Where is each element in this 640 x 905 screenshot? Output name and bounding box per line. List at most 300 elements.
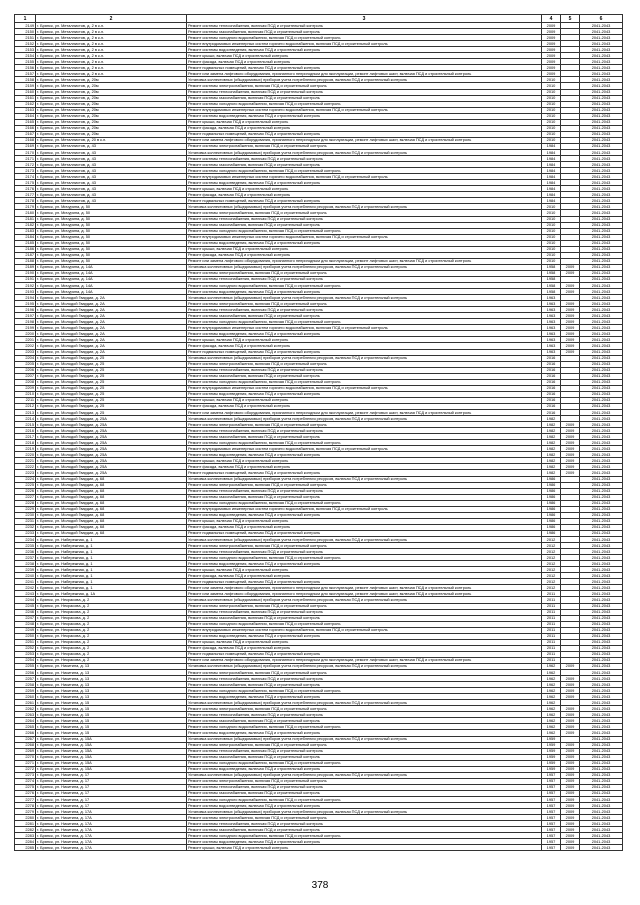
year-built-cell: 1959	[542, 742, 561, 748]
year-built-cell: 2011	[542, 597, 561, 603]
planned-period-cell: 2041-2043	[580, 379, 623, 385]
address-cell: г. Брянск, ул. Молодой Гвардии, д. 25А	[36, 422, 187, 428]
row-number: 2248	[15, 621, 36, 627]
work-type-cell: Ремонт фасада, включая ПСД и строительный контроль	[187, 403, 542, 409]
row-number: 2181	[15, 216, 36, 222]
year-built-cell: 1986	[542, 488, 561, 494]
row-number: 2230	[15, 512, 36, 518]
row-number: 2239	[15, 567, 36, 573]
year-built-cell: 1984	[542, 186, 561, 192]
address-cell: г. Брянск, ул. Никитина, д. 17	[36, 803, 187, 809]
year-built-cell: 1962	[542, 663, 561, 669]
year-built-cell: 2011	[542, 603, 561, 609]
row-number: 2203	[15, 349, 36, 355]
year-built-cell: 1957	[542, 839, 561, 845]
year-repaired-cell: 2009	[561, 766, 580, 772]
row-number: 2216	[15, 428, 36, 434]
address-cell: г. Брянск, ул. Молодой Гвардии, д. 25	[36, 403, 187, 409]
row-number: 2177	[15, 192, 36, 198]
year-built-cell: 2016	[542, 373, 561, 379]
planned-period-cell: 2041-2043	[580, 645, 623, 651]
year-built-cell: 1962	[542, 676, 561, 682]
address-cell: г. Брянск, ул. Набережная, д. 1	[36, 585, 187, 591]
row-number: 2200	[15, 331, 36, 337]
planned-period-cell: 2041-2043	[580, 464, 623, 470]
planned-period-cell: 2041-2043	[580, 373, 623, 379]
year-built-cell: 2012	[542, 573, 561, 579]
work-type-cell: Установка коллективных (общедомовых) приборов учета потребления ресурсов, включая ПСД и строительный контроль	[187, 355, 542, 361]
planned-period-cell: 2041-2043	[580, 663, 623, 669]
year-built-cell: 1963	[542, 331, 561, 337]
year-built-cell: 2010	[542, 113, 561, 119]
address-cell: г. Брянск, ул. Молодой Гвардии, д. 25А	[36, 452, 187, 458]
row-number: 2275	[15, 784, 36, 790]
row-number: 2232	[15, 524, 36, 530]
work-type-cell: Ремонт системы холодного водоснабжения, включая ПСД и строительный контроль	[187, 283, 542, 289]
planned-period-cell: 2041-2043	[580, 131, 623, 137]
work-type-cell: Ремонт внутридомовых инженерных систем горячего водоснабжения, включая ПСД и строительный контроль	[187, 234, 542, 240]
work-type-cell: Ремонт системы водоотведения, включая ПСД и строительный контроль	[187, 803, 542, 809]
year-built-cell: 1958	[542, 283, 561, 289]
work-type-cell: Ремонт системы газоснабжения, включая ПСД и строительный контроль	[187, 682, 542, 688]
work-type-cell: Ремонт системы холодного водоснабжения, включая ПСД и строительный контроль	[187, 797, 542, 803]
year-repaired-cell: 2009	[561, 337, 580, 343]
planned-period-cell: 2041-2043	[580, 639, 623, 645]
address-cell: г. Брянск, ул. Набережная, д. 1	[36, 579, 187, 585]
year-built-cell: 2012	[542, 585, 561, 591]
work-type-cell: Ремонт системы водоотведения, включая ПСД и строительный контроль	[187, 633, 542, 639]
planned-period-cell: 2041-2043	[580, 627, 623, 633]
address-cell: г. Брянск, ул. Молодой Гвардии, д. 25А	[36, 470, 187, 476]
planned-period-cell: 2041-2043	[580, 803, 623, 809]
row-number: 2195	[15, 301, 36, 307]
planned-period-cell: 2041-2043	[580, 518, 623, 524]
year-built-cell: 1986	[542, 512, 561, 518]
address-cell: г. Брянск, ул. Никитина, д. 15А	[36, 748, 187, 754]
work-type-cell: Ремонт внутридомовых инженерных систем горячего водоснабжения, включая ПСД и строительный контроль	[187, 41, 542, 47]
year-built-cell: 1984	[542, 149, 561, 155]
planned-period-cell: 2041-2043	[580, 264, 623, 270]
address-cell: г. Брянск, ул. Металлистов, д. 2 в к.л.	[36, 71, 187, 77]
address-cell: г. Брянск, ул. Металлистов, д. 2 в к.л.	[36, 29, 187, 35]
year-built-cell: 1982	[542, 464, 561, 470]
row-number: 2254	[15, 657, 36, 663]
row-number: 2174	[15, 174, 36, 180]
year-repaired-cell: 2009	[561, 682, 580, 688]
work-type-cell: Ремонт системы теплоснабжения, включая ПСД и строительный контроль	[187, 748, 542, 754]
address-cell: г. Брянск, ул. Молодой Гвардии, д. 2А	[36, 337, 187, 343]
row-number: 2281	[15, 821, 36, 827]
address-cell: г. Брянск, ул. Металлистов, д. 20м	[36, 113, 187, 119]
work-type-cell: Ремонт системы теплоснабжения, включая ПСД и строительный контроль	[187, 216, 542, 222]
year-repaired-cell: 2009	[561, 839, 580, 845]
planned-period-cell: 2041-2043	[580, 549, 623, 555]
planned-period-cell: 2041-2043	[580, 827, 623, 833]
planned-period-cell: 2041-2043	[580, 349, 623, 355]
row-number: 2226	[15, 488, 36, 494]
work-type-cell: Ремонт системы электроснабжения, включая ПСД и строительный контроль	[187, 482, 542, 488]
year-built-cell: 1963	[542, 343, 561, 349]
address-cell: г. Брянск, ул. Металлистов, д. 43	[36, 174, 187, 180]
year-built-cell: 2009	[542, 35, 561, 41]
address-cell: г. Брянск, ул. Молодой Гвардии, д. 25А	[36, 446, 187, 452]
year-built-cell: 2011	[542, 651, 561, 657]
column-number: 1	[15, 15, 36, 23]
work-type-cell: Ремонт системы электроснабжения, включая ПСД и строительный контроль	[187, 143, 542, 149]
row-number: 2274	[15, 778, 36, 784]
planned-period-cell: 2041-2043	[580, 845, 623, 851]
planned-period-cell: 2041-2043	[580, 615, 623, 621]
year-built-cell: 2009	[542, 71, 561, 77]
address-cell: г. Брянск, ул. Мичурина, д. 50	[36, 204, 187, 210]
planned-period-cell: 2041-2043	[580, 839, 623, 845]
row-number: 2201	[15, 337, 36, 343]
row-number: 2205	[15, 361, 36, 367]
address-cell: г. Брянск, ул. Металлистов, д. 20 в к.л.	[36, 137, 187, 143]
year-built-cell: 1986	[542, 482, 561, 488]
row-number: 2253	[15, 651, 36, 657]
planned-period-cell: 2041-2043	[580, 688, 623, 694]
address-cell: г. Брянск, ул. Набережная, д. 1А	[36, 591, 187, 597]
year-built-cell: 2016	[542, 385, 561, 391]
work-type-cell: Ремонт системы водоотведения, включая ПСД и строительный контроль	[187, 694, 542, 700]
year-repaired-cell: 2009	[561, 803, 580, 809]
year-built-cell: 1958	[542, 276, 561, 282]
year-built-cell: 1963	[542, 295, 561, 301]
work-type-cell: Ремонт системы водоотведения, включая ПСД и строительный контроль	[187, 331, 542, 337]
address-cell: г. Брянск, ул. Металлистов, д. 43	[36, 162, 187, 168]
planned-period-cell: 2041-2043	[580, 331, 623, 337]
planned-period-cell: 2041-2043	[580, 573, 623, 579]
year-built-cell: 2010	[542, 125, 561, 131]
year-built-cell: 1963	[542, 349, 561, 355]
year-built-cell: 2012	[542, 543, 561, 549]
row-number: 2207	[15, 373, 36, 379]
planned-period-cell: 2041-2043	[580, 397, 623, 403]
year-built-cell: 1982	[542, 446, 561, 452]
work-type-cell: Ремонт системы холодного водоснабжения, включая ПСД и строительный контроль	[187, 833, 542, 839]
year-built-cell: 2009	[542, 47, 561, 53]
year-built-cell: 1957	[542, 784, 561, 790]
planned-period-cell: 2041-2043	[580, 833, 623, 839]
planned-period-cell: 2041-2043	[580, 585, 623, 591]
address-cell: г. Брянск, ул. Мичурина, д. 14А	[36, 283, 187, 289]
work-type-cell: Ремонт системы газоснабжения, включая ПСД и строительный контроль	[187, 162, 542, 168]
year-built-cell: 2010	[542, 137, 561, 143]
column-number-row	[15, 15, 623, 23]
planned-period-cell: 2041-2043	[580, 385, 623, 391]
year-repaired-cell: 2009	[561, 797, 580, 803]
work-type-cell: Ремонт подвальных помещений, включая ПСД и строительный контроль	[187, 349, 542, 355]
year-built-cell: 2016	[542, 397, 561, 403]
work-type-cell: Ремонт системы электроснабжения, включая ПСД и строительный контроль	[187, 270, 542, 276]
planned-period-cell: 2041-2043	[580, 228, 623, 234]
row-number: 2269	[15, 748, 36, 754]
address-cell: г. Брянск, ул. Никитина, д. 13	[36, 670, 187, 676]
address-cell: г. Брянск, ул. Некрасова, д. 2	[36, 651, 187, 657]
planned-period-cell: 2041-2043	[580, 180, 623, 186]
planned-period-cell: 2041-2043	[580, 107, 623, 113]
address-cell: г. Брянск, ул. Металлистов, д. 43	[36, 149, 187, 155]
year-built-cell: 2016	[542, 391, 561, 397]
year-built-cell: 1963	[542, 301, 561, 307]
work-type-cell: Ремонт подвальных помещений, включая ПСД и строительный контроль	[187, 131, 542, 137]
row-number: 2250	[15, 633, 36, 639]
work-type-cell: Ремонт крыши, включая ПСД и строительный контроль	[187, 53, 542, 59]
work-type-cell: Ремонт подвальных помещений, включая ПСД и строительный контроль	[187, 651, 542, 657]
year-repaired-cell: 2009	[561, 754, 580, 760]
year-built-cell: 2011	[542, 615, 561, 621]
address-cell: г. Брянск, ул. Молодой Гвардии, д. 2А	[36, 301, 187, 307]
planned-period-cell: 2041-2043	[580, 403, 623, 409]
work-type-cell: Установка коллективных (общедомовых) приборов учета потребления ресурсов, включая ПСД и строительный контроль	[187, 264, 542, 270]
work-type-cell: Ремонт системы электроснабжения, включая ПСД и строительный контроль	[187, 706, 542, 712]
year-built-cell: 1962	[542, 718, 561, 724]
planned-period-cell: 2041-2043	[580, 555, 623, 561]
row-number: 2187	[15, 252, 36, 258]
planned-period-cell: 2041-2043	[580, 355, 623, 361]
row-number: 2212	[15, 403, 36, 409]
work-type-cell: Ремонт фасада, включая ПСД и строительный контроль	[187, 192, 542, 198]
planned-period-cell: 2041-2043	[580, 186, 623, 192]
year-built-cell: 2010	[542, 131, 561, 137]
work-type-cell: Установка коллективных (общедомовых) приборов учета потребления ресурсов, включая ПСД и строительный контроль	[187, 77, 542, 83]
work-type-cell: Ремонт системы теплоснабжения, включая ПСД и строительный контроль	[187, 156, 542, 162]
planned-period-cell: 2041-2043	[580, 325, 623, 331]
year-built-cell: 2010	[542, 83, 561, 89]
year-built-cell: 1986	[542, 500, 561, 506]
row-number: 2246	[15, 609, 36, 615]
planned-period-cell: 2041-2043	[580, 301, 623, 307]
address-cell: г. Брянск, ул. Молодой Гвардии, д. 25А	[36, 440, 187, 446]
address-cell: г. Брянск, ул. Молодой Гвардии, д. 68	[36, 494, 187, 500]
year-built-cell: 1984	[542, 156, 561, 162]
row-number: 2245	[15, 603, 36, 609]
planned-period-cell: 2041-2043	[580, 567, 623, 573]
planned-period-cell: 2041-2043	[580, 204, 623, 210]
planned-period-cell: 2041-2043	[580, 137, 623, 143]
planned-period-cell: 2041-2043	[580, 700, 623, 706]
address-cell: г. Брянск, ул. Никитина, д. 13	[36, 688, 187, 694]
year-built-cell: 2010	[542, 210, 561, 216]
year-built-cell: 1986	[542, 530, 561, 536]
year-built-cell: 2009	[542, 29, 561, 35]
year-built-cell: 1957	[542, 803, 561, 809]
address-cell: г. Брянск, ул. Никитина, д. 13	[36, 694, 187, 700]
year-built-cell: 1957	[542, 833, 561, 839]
address-cell: г. Брянск, ул. Некрасова, д. 2	[36, 657, 187, 663]
planned-period-cell: 2041-2043	[580, 506, 623, 512]
year-built-cell: 1957	[542, 797, 561, 803]
year-repaired-cell: 2009	[561, 742, 580, 748]
address-cell: г. Брянск, ул. Мичурина, д. 14А	[36, 276, 187, 282]
planned-period-cell: 2041-2043	[580, 422, 623, 428]
row-number: 2251	[15, 639, 36, 645]
planned-period-cell: 2041-2043	[580, 391, 623, 397]
year-built-cell: 2011	[542, 609, 561, 615]
row-number: 2214	[15, 416, 36, 422]
work-type-cell: Ремонт подвальных помещений, включая ПСД и строительный контроль	[187, 470, 542, 476]
address-cell: г. Брянск, ул. Мичурина, д. 50	[36, 234, 187, 240]
address-cell: г. Брянск, ул. Никитина, д. 15А	[36, 742, 187, 748]
register-sheet	[14, 14, 622, 851]
planned-period-cell: 2041-2043	[580, 59, 623, 65]
year-repaired-cell: 2009	[561, 688, 580, 694]
work-type-cell: Ремонт крыши, включая ПСД и строительный контроль	[187, 518, 542, 524]
row-number: 2236	[15, 549, 36, 555]
planned-period-cell: 2041-2043	[580, 730, 623, 736]
address-cell: г. Брянск, ул. Набережная, д. 1	[36, 543, 187, 549]
planned-period-cell: 2041-2043	[580, 561, 623, 567]
planned-period-cell: 2041-2043	[580, 760, 623, 766]
address-cell: г. Брянск, ул. Молодой Гвардии, д. 25	[36, 410, 187, 416]
work-type-cell: Ремонт системы теплоснабжения, включая ПСД и строительный контроль	[187, 367, 542, 373]
planned-period-cell: 2041-2043	[580, 174, 623, 180]
planned-period-cell: 2041-2043	[580, 361, 623, 367]
planned-period-cell: 2041-2043	[580, 512, 623, 518]
row-number: 2208	[15, 379, 36, 385]
address-cell: г. Брянск, ул. Металлистов, д. 20м	[36, 125, 187, 131]
row-number: 2210	[15, 391, 36, 397]
work-type-cell: Ремонт системы теплоснабжения, включая ПСД и строительный контроль	[187, 276, 542, 282]
planned-period-cell: 2041-2043	[580, 428, 623, 434]
year-built-cell: 1962	[542, 688, 561, 694]
year-built-cell: 1982	[542, 434, 561, 440]
year-built-cell: 1986	[542, 506, 561, 512]
column-number: 6	[580, 15, 623, 23]
year-built-cell: 1962	[542, 706, 561, 712]
year-built-cell: 2016	[542, 367, 561, 373]
planned-period-cell: 2041-2043	[580, 706, 623, 712]
year-repaired-cell: 2009	[561, 264, 580, 270]
address-cell: г. Брянск, ул. Никитина, д. 15А	[36, 766, 187, 772]
address-cell: г. Брянск, ул. Никитина, д. 15А	[36, 754, 187, 760]
work-type-cell: Ремонт системы электроснабжения, включая ПСД и строительный контроль	[187, 815, 542, 821]
row-number: 2271	[15, 760, 36, 766]
work-type-cell: Ремонт внутридомовых инженерных систем горячего водоснабжения, включая ПСД и строительный контроль	[187, 385, 542, 391]
year-repaired-cell: 2009	[561, 809, 580, 815]
planned-period-cell: 2041-2043	[580, 736, 623, 742]
address-cell: г. Брянск, ул. Мичурина, д. 50	[36, 216, 187, 222]
work-type-cell: Ремонт системы газоснабжения, включая ПСД и строительный контроль	[187, 95, 542, 101]
work-type-cell: Ремонт системы теплоснабжения, включая ПСД и строительный контроль	[187, 712, 542, 718]
work-type-cell: Ремонт системы холодного водоснабжения, включая ПСД и строительный контроль	[187, 168, 542, 174]
page-number: 378	[311, 880, 329, 891]
address-cell: г. Брянск, ул. Молодой Гвардии, д. 68	[36, 482, 187, 488]
planned-period-cell: 2041-2043	[580, 476, 623, 482]
work-type-cell: Установка коллективных (общедомовых) приборов учета потребления ресурсов, включая ПСД и строительный контроль	[187, 809, 542, 815]
row-number: 2184	[15, 234, 36, 240]
address-cell: г. Брянск, ул. Металлистов, д. 20м	[36, 95, 187, 101]
planned-period-cell: 2041-2043	[580, 65, 623, 71]
row-number: 2193	[15, 289, 36, 295]
planned-period-cell: 2041-2043	[580, 246, 623, 252]
address-cell: г. Брянск, ул. Некрасова, д. 2	[36, 645, 187, 651]
address-cell: г. Брянск, ул. Никитина, д. 15	[36, 712, 187, 718]
row-number: 2172	[15, 162, 36, 168]
address-cell: г. Брянск, ул. Металлистов, д. 20м	[36, 119, 187, 125]
row-number: 2282	[15, 827, 36, 833]
year-built-cell: 2016	[542, 355, 561, 361]
address-cell: г. Брянск, ул. Молодой Гвардии, д. 68	[36, 488, 187, 494]
planned-period-cell: 2041-2043	[580, 95, 623, 101]
work-type-cell: Ремонт системы холодного водоснабжения, включая ПСД и строительный контроль	[187, 621, 542, 627]
address-cell: г. Брянск, ул. Металлистов, д. 2 в к.л.	[36, 59, 187, 65]
work-type-cell: Ремонт подвальных помещений, включая ПСД и строительный контроль	[187, 530, 542, 536]
year-built-cell: 1963	[542, 313, 561, 319]
planned-period-cell: 2041-2043	[580, 494, 623, 500]
year-built-cell: 1959	[542, 748, 561, 754]
year-repaired-cell: 2009	[561, 343, 580, 349]
row-number: 2252	[15, 645, 36, 651]
row-number: 2234	[15, 536, 36, 542]
row-number: 2233	[15, 530, 36, 536]
planned-period-cell: 2041-2043	[580, 434, 623, 440]
year-built-cell: 2010	[542, 89, 561, 95]
planned-period-cell: 2041-2043	[580, 29, 623, 35]
planned-period-cell: 2041-2043	[580, 621, 623, 627]
work-type-cell: Установка коллективных (общедомовых) приборов учета потребления ресурсов, включая ПСД и строительный контроль	[187, 149, 542, 155]
year-built-cell: 1959	[542, 760, 561, 766]
year-built-cell: 2011	[542, 645, 561, 651]
year-built-cell: 2016	[542, 361, 561, 367]
planned-period-cell: 2041-2043	[580, 47, 623, 53]
year-built-cell: 1962	[542, 724, 561, 730]
planned-period-cell: 2041-2043	[580, 276, 623, 282]
work-type-cell: Ремонт системы электроснабжения, включая ПСД и строительный контроль	[187, 422, 542, 428]
planned-period-cell: 2041-2043	[580, 343, 623, 349]
address-cell: г. Брянск, ул. Молодой Гвардии, д. 2А	[36, 325, 187, 331]
address-cell: г. Брянск, ул. Металлистов, д. 43	[36, 186, 187, 192]
planned-period-cell: 2041-2043	[580, 41, 623, 47]
year-built-cell: 2012	[542, 567, 561, 573]
address-cell: г. Брянск, ул. Набережная, д. 1	[36, 536, 187, 542]
address-cell: г. Брянск, ул. Молодой Гвардии, д. 2А	[36, 319, 187, 325]
planned-period-cell: 2041-2043	[580, 790, 623, 796]
address-cell: г. Брянск, ул. Металлистов, д. 43	[36, 192, 187, 198]
row-number: 2170	[15, 149, 36, 155]
row-number: 2163	[15, 107, 36, 113]
row-number: 2225	[15, 482, 36, 488]
address-cell: г. Брянск, ул. Молодой Гвардии, д. 68	[36, 500, 187, 506]
row-number: 2199	[15, 325, 36, 331]
address-cell: г. Брянск, ул. Молодой Гвардии, д. 2А	[36, 331, 187, 337]
work-type-cell: Ремонт системы теплоснабжения, включая ПСД и строительный контроль	[187, 676, 542, 682]
row-number: 2211	[15, 397, 36, 403]
row-number: 2273	[15, 772, 36, 778]
planned-period-cell: 2041-2043	[580, 784, 623, 790]
address-cell: г. Брянск, ул. Металлистов, д. 2 в к.л.	[36, 47, 187, 53]
address-cell: г. Брянск, ул. Молодой Гвардии, д. 68	[36, 506, 187, 512]
planned-period-cell: 2041-2043	[580, 742, 623, 748]
year-repaired-cell: 2009	[561, 470, 580, 476]
work-type-cell: Ремонт системы теплоснабжения, включая ПСД и строительный контроль	[187, 609, 542, 615]
column-number: 2	[36, 15, 187, 23]
address-cell: г. Брянск, ул. Никитина, д. 15А	[36, 736, 187, 742]
row-number: 2227	[15, 494, 36, 500]
year-built-cell: 2012	[542, 561, 561, 567]
year-built-cell: 1962	[542, 700, 561, 706]
row-number: 2270	[15, 754, 36, 760]
year-built-cell: 2016	[542, 403, 561, 409]
address-cell: г. Брянск, ул. Молодой Гвардии, д. 25	[36, 367, 187, 373]
address-cell: г. Брянск, ул. Молодой Гвардии, д. 25А	[36, 458, 187, 464]
planned-period-cell: 2041-2043	[580, 500, 623, 506]
work-type-cell: Ремонт системы холодного водоснабжения, включая ПСД и строительный контроль	[187, 228, 542, 234]
work-type-cell: Установка коллективных (общедомовых) приборов учета потребления ресурсов, включая ПСД и строительный контроль	[187, 536, 542, 542]
work-type-cell: Ремонт системы водоотведения, включая ПСД и строительный контроль	[187, 289, 542, 295]
work-type-cell: Ремонт системы электроснабжения, включая ПСД и строительный контроль	[187, 543, 542, 549]
